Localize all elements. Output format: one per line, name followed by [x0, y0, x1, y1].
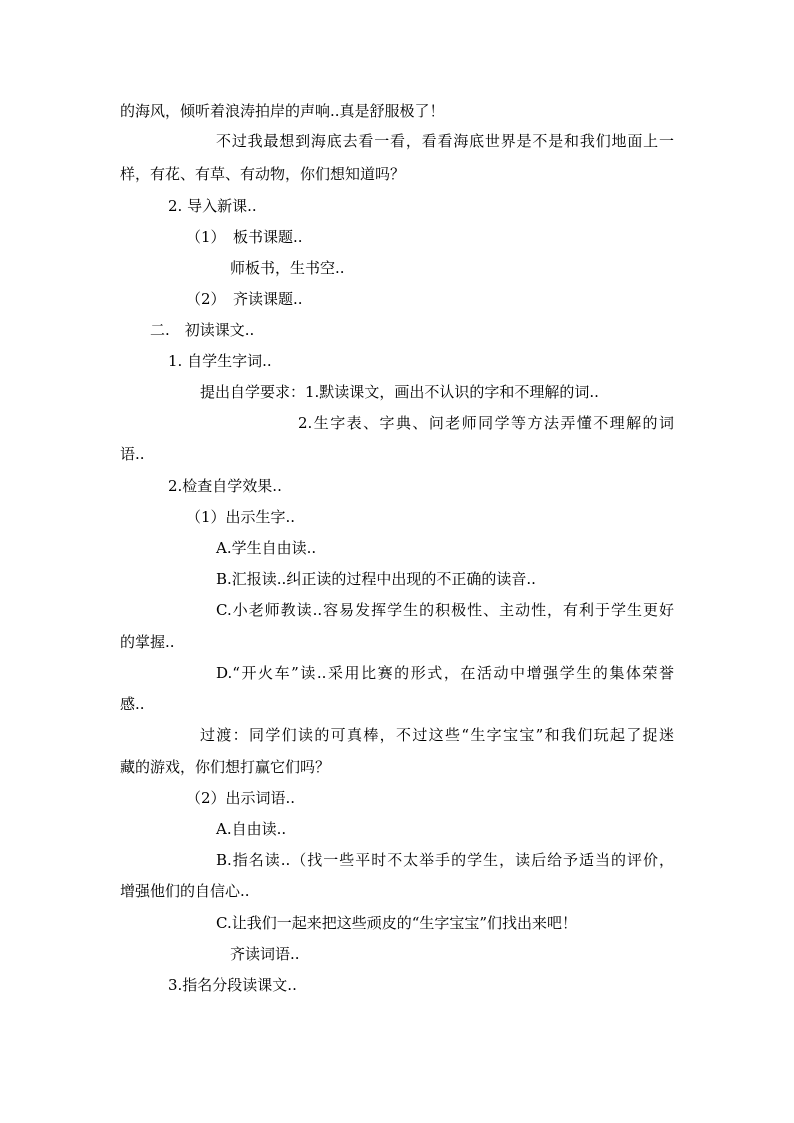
text-line: 1. 自学生字词..	[168, 352, 272, 370]
text-line: （2） 齐读课题..	[186, 290, 303, 308]
text-line: 的海风，倾听着浪涛拍岸的声响..真是舒服极了！	[120, 102, 445, 120]
text-line: 二. 初读课文..	[150, 321, 255, 339]
text-line: 语..	[120, 445, 145, 463]
text-line: D.“开火车”读..采用比赛的形式，在活动中增强学生的集体荣誉	[216, 664, 674, 682]
text-line: 2.检查自学效果..	[168, 477, 282, 495]
text-line: 增强他们的自信心..	[120, 882, 250, 900]
text-line: （1）出示生字..	[186, 508, 296, 526]
text-line: 3.指名分段读课文..	[168, 976, 297, 994]
text-line: 样，有花、有草、有动物，你们想知道吗？	[120, 165, 406, 183]
text-line: A.学生自由读..	[216, 539, 317, 557]
text-line: 藏的游戏，你们想打赢它们吗？	[120, 758, 331, 776]
text-line: 提出自学要求：1.默读课文，画出不认识的字和不理解的词..	[200, 383, 599, 401]
text-line: 的掌握..	[120, 633, 175, 651]
text-line: 齐读词语..	[230, 945, 300, 963]
text-line: C.让我们一起来把这些顽皮的“生字宝宝”们找出来吧！	[216, 914, 578, 932]
text-line: （2）出示词语..	[186, 789, 296, 807]
text-line: 感..	[120, 695, 145, 713]
text-line: C.小老师教读..容易发挥学生的积极性、主动性，有利于学生更好	[216, 601, 674, 619]
text-line: 过渡：同学们读的可真棒，不过这些“生字宝宝”和我们玩起了捉迷	[200, 726, 674, 744]
text-line: 不过我最想到海底去看一看，看看海底世界是不是和我们地面上一	[216, 132, 674, 150]
text-line: 2.生字表、字典、问老师同学等方法弄懂不理解的词	[298, 414, 674, 432]
text-line: （1） 板书课题..	[186, 228, 303, 246]
text-line: 师板书，生书空..	[230, 259, 345, 277]
text-line: 2. 导入新课..	[168, 197, 257, 215]
text-line: B.汇报读..纠正读的过程中出现的不正确的读音..	[216, 570, 536, 588]
text-line: B.指名读..（找一些平时不太举手的学生，读后给予适当的评价，	[216, 851, 674, 869]
text-line: A.自由读..	[216, 820, 287, 838]
